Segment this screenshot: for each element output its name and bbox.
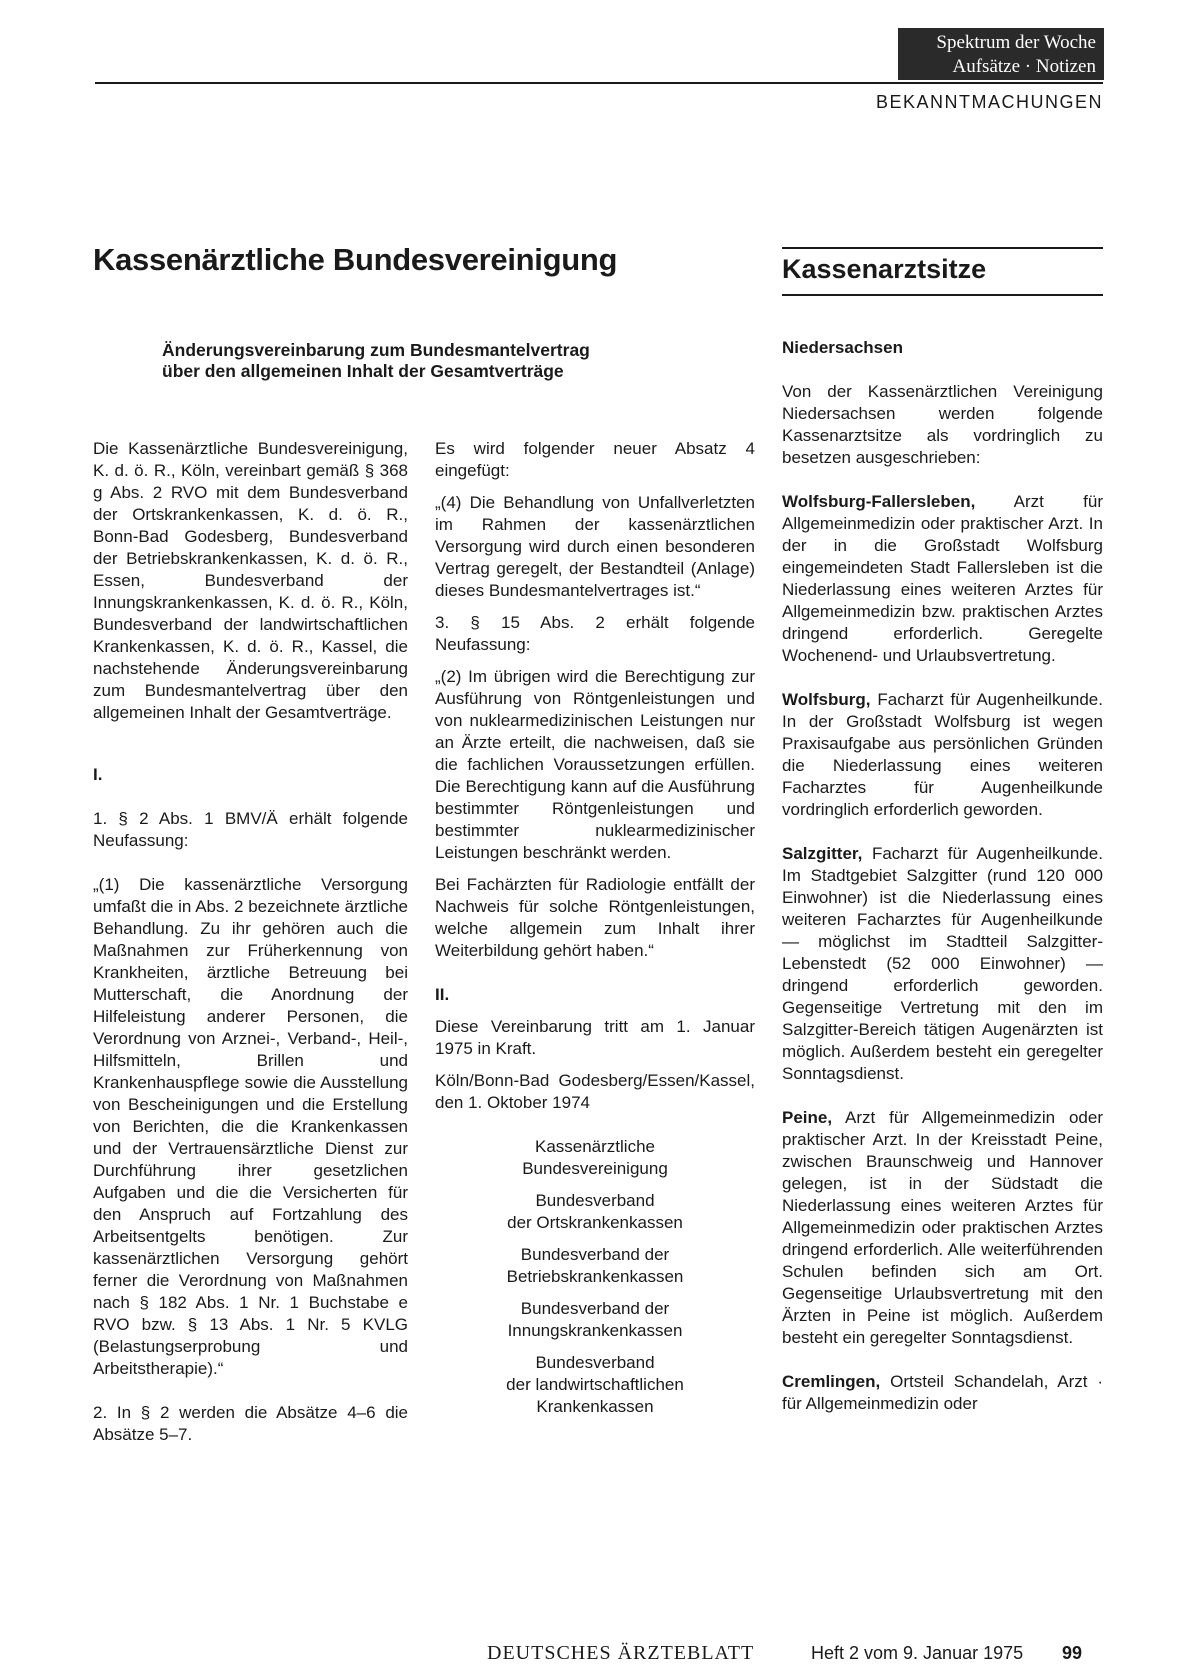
signatory-1-line2: Bundesvereinigung [522,1159,668,1178]
region-heading: Niedersachsen [782,338,903,357]
footer-journal-name: DEUTSCHES ÄRZTEBLATT [487,1642,755,1664]
listing-entry [782,491,1103,667]
kassenarztsitze-title: Kassenarztsitze [782,254,987,284]
listing-entry [782,1107,1103,1349]
quote-paragraph-2: „(2) Im übrigen wird die Berechtigung zur Ausführung von Röntgenleistungen und von nuklearmedizinischen Leistungen nur an Ärzte erteilt, die nachweisen, daß sie die fachlichen Voraussetzungen erfüllen. Die Berechtigung kann auf die Ausführung bestimmter Röntgenleistungen und bestimmter nuklearmedizinischer Leistungen beschränkt werden. [435,667,755,862]
listing-entry [782,843,1103,1085]
kassenarztsitze-rule-bottom [782,294,1103,296]
listing-text: Facharzt für Augenheilkunde. In der Großstadt Wolfsburg ist wegen Praxisaufgabe aus persönlichen Gründen die Niederlassung eines weiteren Facharztes für Augenheilkunde vordringlich erforderlich geworden. [782,690,1103,819]
agreement-column-1 [93,438,408,1446]
listing-place: Wolfsburg, [782,690,871,709]
quote-paragraph-1: „(1) Die kassenärztliche Versorgung umfaßt die in Abs. 2 bezeichnete ärztliche Behandlung. Zu ihr gehören auch die Maßnahmen zur Früherkennung von Krankheiten, ärztliche Betreuung bei Mutterschaft, die Anordnung der Hilfeleistung anderer Personen, die Verordnung von Arznei-, Verband-, Heil-, Hilfsmitteln, Brillen und Krankenhauspflege sowie die Ausstellung von Bescheinigungen und die Erstellung von Berichten, die die Krankenkassen und der Vertrauensärztliche Dienst zur Durchführung ihrer gesetzlichen Aufgaben und die die Versicherten für den Anspruch auf Fortzahlung des Arbeitsentgelts benötigen. Zur kassenärztlichen Versorgung gehört ferner die Verordnung von Maßnahmen nach § 182 Abs. 1 Nr. 1 Buchstabe e RVO bzw. § 13 Abs. 1 Nr. 5 KVLG (Belastungserprobung und Arbeitstherapie).“ [93,875,408,1378]
page-number: 99 [1062,1643,1083,1663]
footer-issue: Heft 2 vom 9. Januar 1975 [811,1643,1024,1663]
intro-paragraph: Die Kassenärztliche Bundesvereinigung, K. d. ö. R., Köln, vereinbart gemäß § 368 g Abs. 2 RVO mit dem Bundesverband der Ortskrankenkassen, K. d. ö. R., Bonn-Bad Godesberg, Bundesverband der Betriebskrankenkassen, K. d. ö. R., Essen, Bundesverband der Innungskrankenkassen, K. d. ö. R., Köln, Bundesverband der landwirtschaftlichen Krankenkassen, K. d. ö. R., Kassel, die nachstehende Änderungsvereinbarung zum Bundesmantelvertrag über den allgemeinen Inhalt der Gesamtverträge. [93,439,408,722]
section-heading-i: I. [93,765,103,784]
agreement-column-2 [435,438,755,1418]
listing-place: Peine, [782,1108,833,1127]
radiology-paragraph: Bei Fachärzten für Radiologie entfällt der Nachweis für solche Röntgenleistungen, welche allgemein zum Inhalt ihrer Weiterbildung gehört haben.“ [435,875,755,960]
listing-place: Cremlingen, [782,1372,881,1391]
listing-intro: Von der Kassenärztlichen Vereinigung Niedersachsen werden folgende Kassenarztsitze als vordringlich zu besetzen ausgeschrieben: [782,382,1103,467]
listing-entry [782,689,1103,821]
header-rule [95,82,1103,84]
signatory-4-line1: Bundesverband der [520,1299,670,1318]
quote-paragraph-4: „(4) Die Behandlung von Unfallverletzten im Rahmen der kassenärztlichen Versorgung wird durch einen besonderen Vertrag geregelt, der Bestandteil (Anlage) dieses Bundesmantelvertrages ist.“ [435,493,755,600]
signatory-3-line2: Betriebskrankenkassen [506,1267,684,1286]
signatory-4-line2: Innungskrankenkassen [507,1321,683,1340]
item-3: 3. § 15 Abs. 2 erhält folgende Neufassung: [435,613,755,654]
item-2: 2. In § 2 werden die Absätze 4–6 die Absätze 5–7. [93,1403,408,1444]
listing-text: Arzt für Allgemeinmedizin oder praktischer Arzt. In der Kreisstadt Peine, zwischen Braunschweig und Hannover gelegen, ist in der Südstadt die Niederlassung eines weiteren Arztes für Allgemeinmedizin oder praktischen Arztes dringend erforderlich. Alle weiterführenden Schulen befinden sich am Ort. Gegenseitige Urlaubsvertretung mit den Ärzten in Peine ist möglich. Außerdem besteht ein geregelter Sonntagsdienst. [782,1108,1103,1347]
listing-place: Salzgitter, [782,844,863,863]
kbv-title: Kassenärztliche Bundesvereinigung [93,242,618,277]
section-badge [898,28,1104,80]
agreement-subtitle-line1: Änderungsvereinbarung zum Bundesmantelvertrag [162,340,590,360]
signatory-2-line1: Bundesverband [535,1191,655,1210]
listing-text: Arzt für Allgemeinmedizin oder praktischer Arzt. In der in die Großstadt Wolfsburg eingemeindeten Stadt Fallersleben ist die Niederlassung eines weiteren Arztes für Allgemeinmedizin bzw. praktischen Arztes dringend erforderlich. Geregelte Wochenend- und Urlaubsvertretung. [782,492,1103,665]
new-paragraph-intro: Es wird folgender neuer Absatz 4 eingefügt: [435,439,755,480]
agreement-subtitle-line2: über den allgemeinen Inhalt der Gesamtverträge [162,361,564,381]
listing-text: Facharzt für Augenheilkunde. Im Stadtgebiet Salzgitter (rund 120 000 Einwohner) ist die Niederlassung eines weiteren Facharztes für Augenheilkunde — möglichst im Stadtteil Salzgitter-Lebenstedt (52 000 Einwohner) — dringend erforderlich geworden. Gegenseitige Vertretung mit den im Salzgitter-Bereich tätigen Augenärzten ist möglich. Außerdem besteht ein geregelter Sonntagsdienst. [782,844,1103,1083]
section-heading-ii: II. [435,985,450,1004]
section-badge-line1: Spektrum der Woche [936,32,1096,53]
item-1: 1. § 2 Abs. 1 BMV/Ä erhält folgende Neufassung: [93,809,408,850]
signatories [435,1136,755,1418]
signatory-3-line1: Bundesverband der [520,1245,670,1264]
agreement-subtitle [162,340,722,382]
kassenarztsitze-rule-top [782,247,1103,249]
listing-place: Wolfsburg-Fallersleben, [782,492,976,511]
place-date-line: Köln/Bonn-Bad Godesberg/Essen/Kassel, den 1. Oktober 1974 [435,1071,755,1112]
signatory-1-line1: Kassenärztliche [534,1137,655,1156]
listing-text: Ortsteil Schandelah, Arzt · für Allgemeinmedizin oder [782,1372,1103,1413]
signatory-5-line2: der landwirtschaftlichen [506,1375,684,1394]
signatory-5-line3: Krankenkassen [536,1397,654,1416]
signatory-5-line1: Bundesverband [535,1353,655,1372]
effective-date-paragraph: Diese Vereinbarung tritt am 1. Januar 1975 in Kraft. [435,1017,755,1058]
section-label: BEKANNTMACHUNGEN [875,92,1103,112]
kassenarztsitze-column [782,337,1103,1415]
section-badge-line2: Aufsätze · Notizen [952,56,1096,77]
listing-entry [782,1371,1103,1415]
signatory-2-line2: der Ortskrankenkassen [507,1213,683,1232]
